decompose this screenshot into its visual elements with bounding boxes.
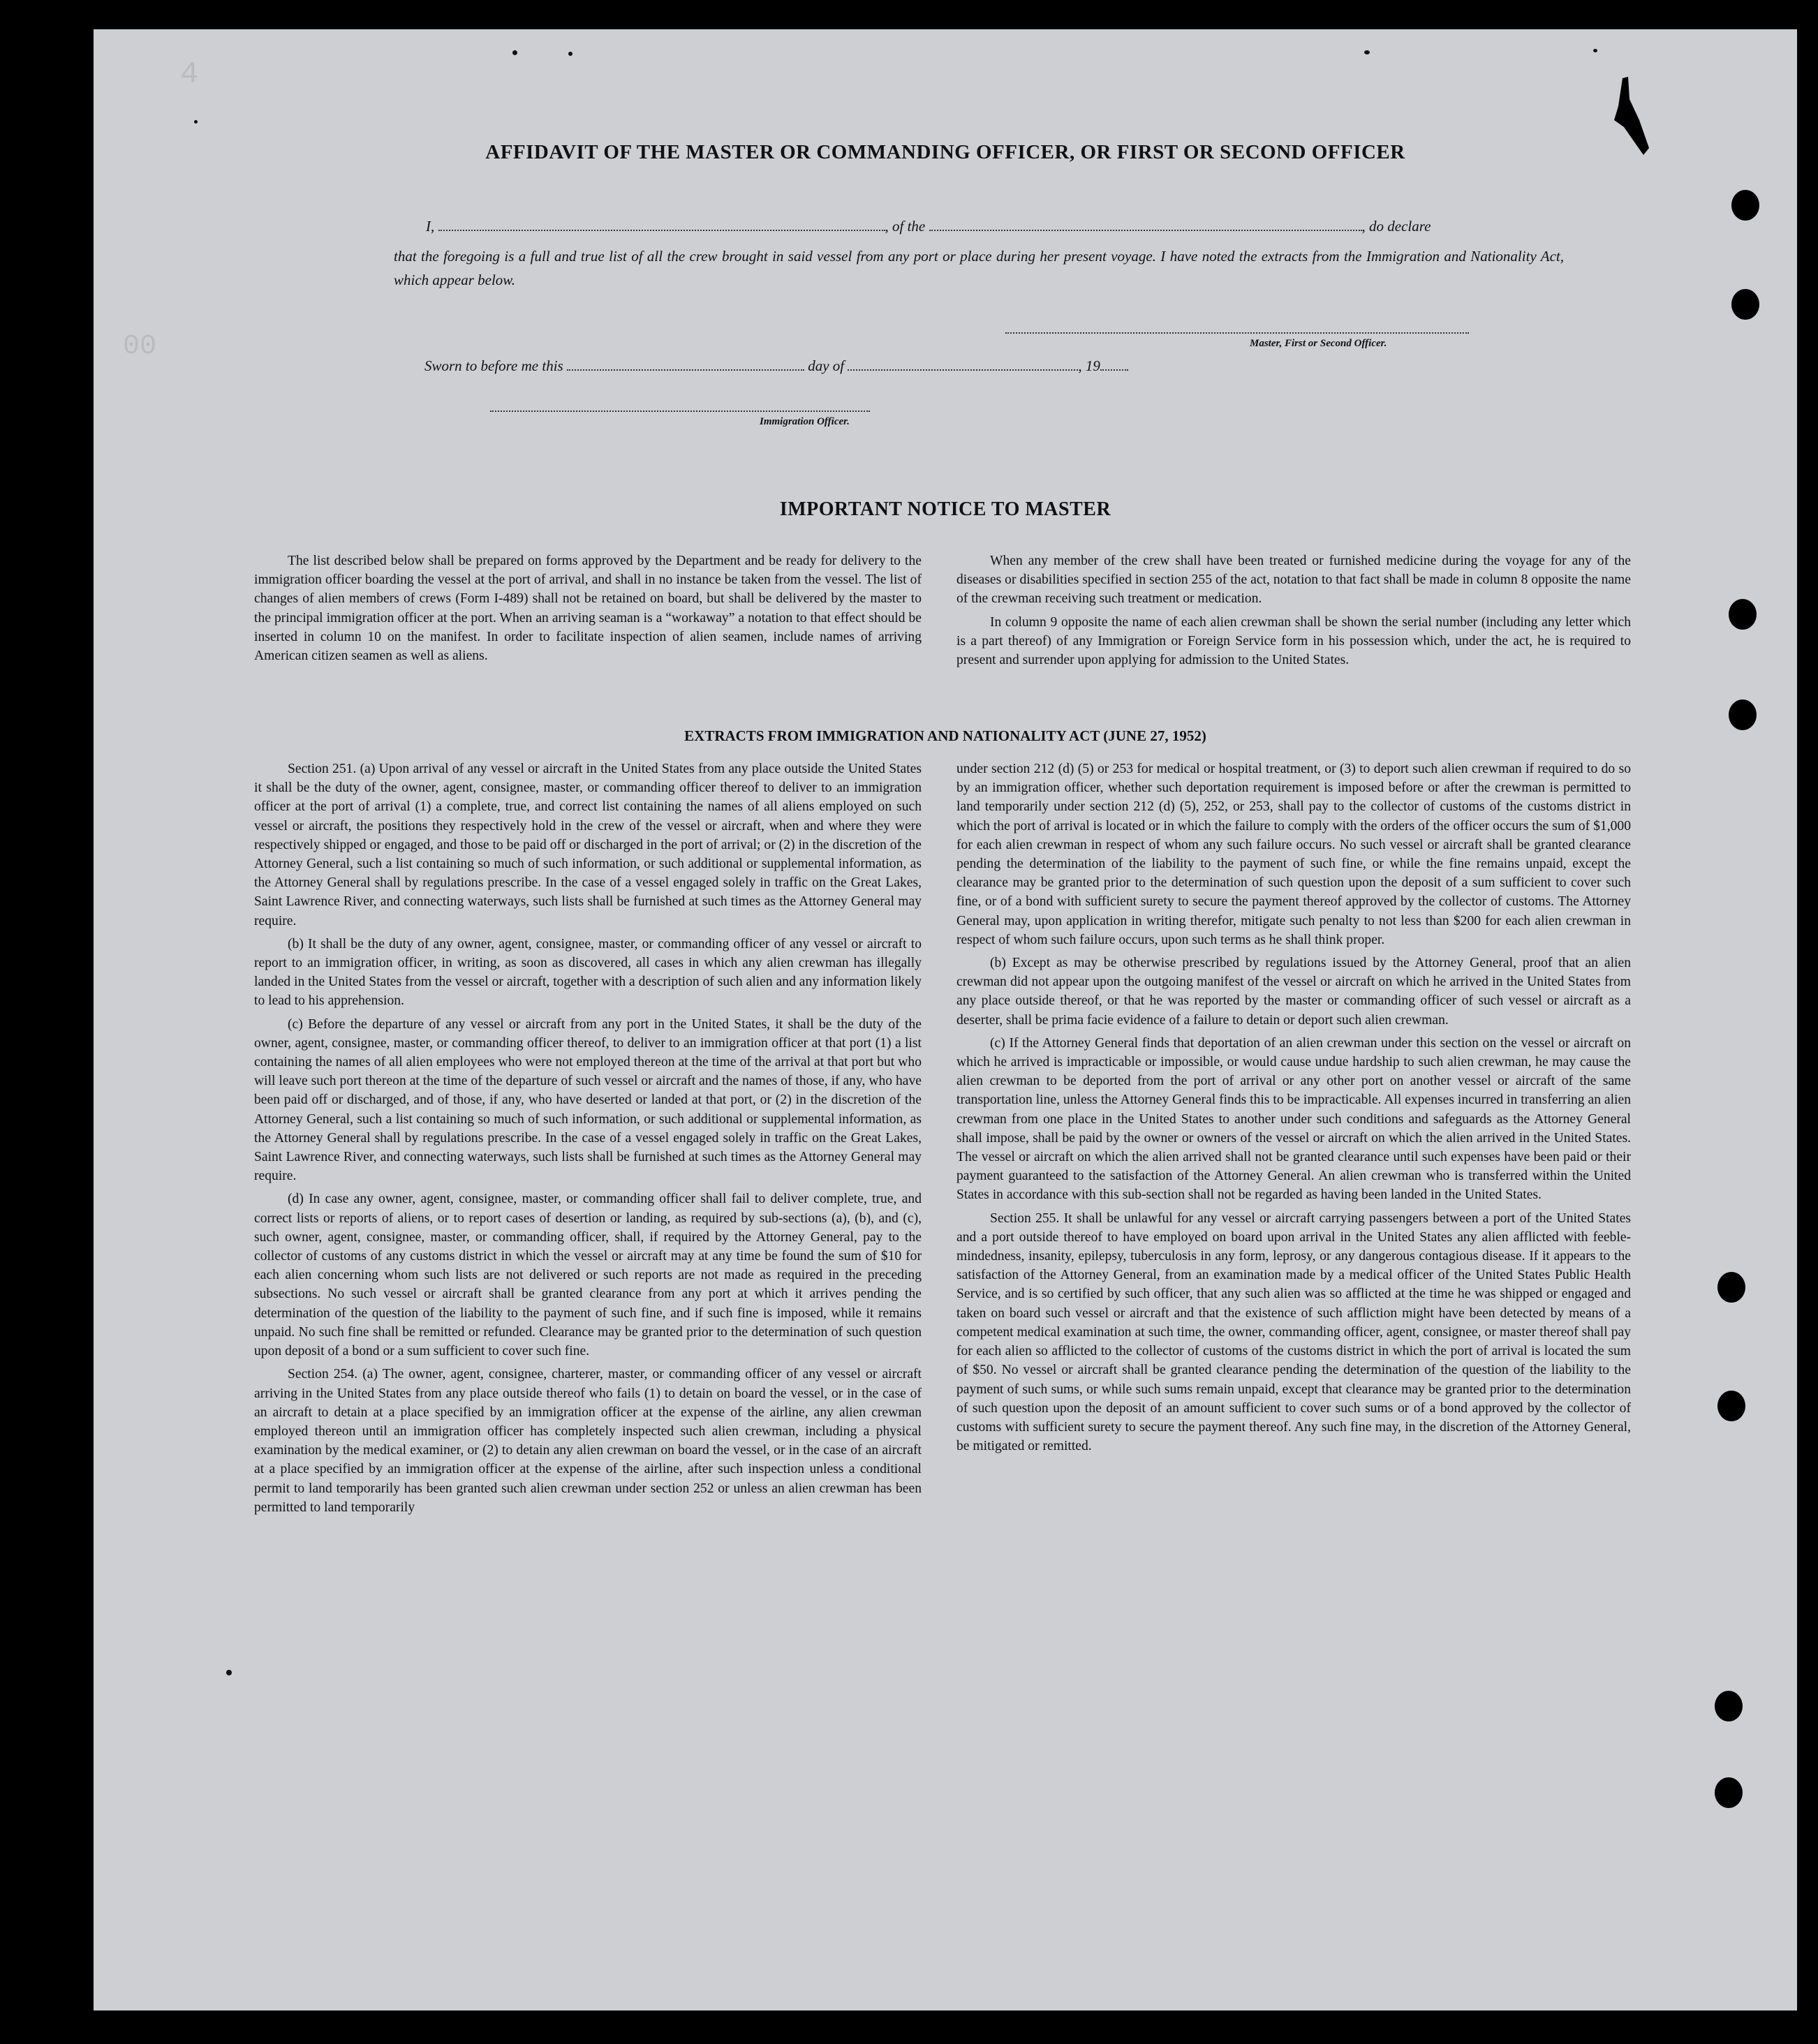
punch-hole — [1715, 1777, 1743, 1808]
section-254c: (c) If the Attorney General finds that deportation of an alien crewman under this section on the vessel or aircraft on which he arrived is impracticable or impossible, or would cause undue hardship to such alien crewman, he may cause the alien crewman to be deported from the port of arrival or any other port on another vessel or aircraft of the same transportation line, unless the Attorney General finds this to be impracticable. All expenses incurred in transferring an alien crewman from one place in the United States to another under such conditions and safeguards as the Attorney General shall impose, shall be paid by the owner or owners of the vessel or aircraft on which the alien arrived in the United States. The vessel or aircraft on which the alien arrived shall not be granted clearance until such expenses have been paid or their payment guaranteed to the satisfaction of the Attorney General. An alien crewman who is transferred within the United States in accordance with this sub-section shall not be regarded as having been landed in the United States. — [956, 1035, 1631, 1203]
section-251a: Section 251. (a) Upon arrival of any vessel or aircraft in the United States from any place outside the United States it shall be the duty of the owner, agent, consignee, master, or commanding officer thereof to deliver to an immigration officer at the port of arrival (1) a complete, true, and correct list containing the names of all aliens employed on such vessel or aircraft, the positions they respectively hold in the crew of the vessel or aircraft, when and where they were respectively shipped or engaged, and those to be paid off or discharged in the port of arrival; or (2) in the discretion of the Attorney General, such a list containing so much of such information, or such additional or supplemental information, as the Attorney General shall by regulations prescribe. In the case of a vessel engaged solely in traffic on the Great Lakes, Saint Lawrence River, and connecting waterways, such lists shall be furnished at such times as the Attorney General may require. — [254, 762, 922, 928]
punch-hole — [1729, 599, 1757, 630]
punch-hole — [1717, 1391, 1745, 1421]
declaration-statement: that the foregoing is a full and true list of all the crew brought in said vessel from any port or place during her present voyage. I have noted the extracts from the Immigration and Nationality Act, which appear below. — [394, 248, 1564, 288]
sworn-line: Sworn to before me this day of , 19 — [424, 357, 1128, 375]
punch-hole — [1729, 699, 1757, 730]
master-signature-label: Master, First or Second Officer. — [1250, 338, 1387, 349]
punch-hole — [1731, 289, 1759, 320]
declaration-line: I, , of the , do declare — [426, 218, 1431, 235]
punch-hole — [1717, 1272, 1745, 1303]
punch-hole — [1715, 1691, 1743, 1721]
affidavit-title: AFFIDAVIT OF THE MASTER OR COMMANDING OFFICER, OR FIRST OR SECOND OFFICER — [485, 141, 1405, 163]
punch-hole — [1731, 190, 1759, 221]
section-254a: Section 254. (a) The owner, agent, consignee, charterer, master, or commanding officer of any vessel or aircraft arriving in the United States from any place outside thereof who fails (1) to detain on board the vessel, or in the case of an aircraft to detain at a place specified by an immigration officer at the expense of the airline, any alien crewman employed thereon until an immigration officer has completely inspected such alien crewman, including a physical examination by the medical examiner, or (2) to detain any alien crewman on board the vessel, or in the case of an aircraft at a place specified by an immigration officer at the expense of the airline, after such inspection unless a conditional permit to land temporarily has been granted such alien crewman under section 252 or unless an alien crewman has been permitted to land temporarily — [254, 1367, 922, 1515]
notice-left-column: The list described below shall be prepared on forms approved by the Department and be ready for delivery to the immigration officer boarding the vessel at the port of arrival, and shall in no instance be taken from the vessel. The list of changes of alien members of crews (Form I-489) shall not be retained on board, but shall be delivered by the master to the principal immigration officer at the port. When an arriving seaman is a “workaway” a notation to that effect should be inserted in column 10 on the manifest. In order to facilitate inspection of alien seamen, include names of arriving American citizen seamen as well as aliens. — [254, 554, 922, 664]
section-251d: (d) In case any owner, agent, consignee, master, or commanding officer shall fail to deliver complete, true, and correct lists or reports of aliens, or to report cases of desertion or landing, as required by sub-sections (a), (b), and (c), such owner, agent, consignee, master, or commanding officer, shall, if required by the Attorney General, pay to the collector of customs of any customs district in which the vessel or aircraft may at any time be found the sum of $10 for each alien concerning whom such lists are not delivered or such reports are not made as required in the preceding subsections. No such vessel or aircraft shall be granted clearance from any port at which it arrives pending the determination of the question of the liability to the payment of such fine, and if such fine is imposed, while it remains unpaid. No such fine shall be remitted or refunded. Clearance may be granted prior to the determination of such question upon deposit of a bond or a sum sufficient to cover such fine. — [254, 1192, 922, 1359]
notice-title: IMPORTANT NOTICE TO MASTER — [779, 498, 1111, 520]
section-255: Section 255. It shall be unlawful for any vessel or aircraft carrying passengers between a port of the United States and a port outside thereof to have employed on board upon arrival in the United States any alien afflicted with feeble-mindedness, insanity, epilepsy, tuberculosis in any form, leprosy, or any dangerous contagious disease. If it appears to the satisfaction of the Attorney General, from an examination made by a medical officer of the United States Public Health Service, and is so certified by such officer, that any such alien was so afflicted at the time he was shipped or engaged and taken on board such vessel or aircraft and that the existence of such affliction might have been detected by means of a competent medical examination at such time, the owner, commanding officer, agent, consignee, or master thereof shall pay for each alien so afflicted to the collector of customs of the customs district in which the port of arrival is located the sum of $50. No vessel or aircraft shall be granted clearance pending the determination of the question of the liability to the payment of such sums, or while such sums remain unpaid, except that clearance may be granted prior to the determination of such question upon the deposit of an amount sufficient to cover such sums or of a bond approved by the collector of customs with sufficient surety to secure the payment thereof. Any such fine may, in the discretion of the Attorney General, be mitigated or remitted. — [956, 1210, 1631, 1454]
extracts-title: EXTRACTS FROM IMMIGRATION AND NATIONALITY ACT (JUNE 27, 1952) — [684, 727, 1206, 744]
section-254b: (b) Except as may be otherwise prescribed by regulations issued by the Attorney General, proof that an alien crewman did not appear upon the outgoing manifest of the vessel or aircraft on which he arrived in the United States from any place outside thereof, or that he was reported by the master or commanding officer of such vessel or aircraft as a deserter, shall be prima facie evidence of a failure to detain or deport such alien crewman. — [956, 956, 1631, 1028]
extracts-left-column — [254, 760, 922, 1521]
document-page — [94, 29, 1797, 2010]
officer-signature-line — [490, 410, 870, 412]
notice-right-column: When any member of the crew shall have been treated or furnished medicine during the voyage for any of the diseases or disabilities specified in section 255 of the act, notation to that fact shall be made in column 8 opposite the name of the crewman receiving such treatment or medication. In column 9 opposite the name of each alien crewman shall be shown the serial number (including any letter which is a part thereof) of any Immigration or Foreign Service form in his possession which, under the act, he is required to present and surrender upon applying for admission to the United States. — [956, 554, 1631, 668]
section-251b: (b) It shall be the duty of any owner, agent, consignee, master, or commanding officer of any vessel or aircraft to report to an immigration officer, in writing, as soon as discovered, all cases in which any alien crewman has illegally landed in the United States from the vessel or aircraft, together with a description of such alien and any information likely to lead to his apprehension. — [254, 936, 922, 1009]
section-254a-cont: under section 212 (d) (5) or 253 for medical or hospital treatment, or (3) to deport such alien crewman if required to do so by an immigration officer, whether such deportation requirement is imposed before or after the crewman is permitted to land temporarily under section 212 (d) (5), 252, or 253, shall pay to the collector of customs of the customs district in which the port of arrival is located or in which the failure to comply with the orders of the officer occurs the sum of $1,000 for each alien crewman in respect of whom any such failure occurs. No such vessel or aircraft shall be granted clearance pending the determination of the liability to the payment of such fine, or while the fine remains unpaid, except the clearance may be granted prior to the determination of such question upon the deposit of a sum sufficient to cover such fine, or of a bond with sufficient surety to secure the payment thereof approved by the collector of customs. The Attorney General may, upon application in writing therefor, mitigate such penalty to not less than $200 for each alien crewman in respect of whom such failure occurs, upon such terms as he shall think proper. — [956, 762, 1631, 947]
margin-mark: 00 — [123, 331, 157, 362]
master-signature-line — [1005, 332, 1469, 334]
margin-mark: 4 — [180, 57, 199, 92]
officer-signature-label: Immigration Officer. — [760, 416, 850, 427]
extracts-right-column — [956, 760, 1631, 1460]
section-251c: (c) Before the departure of any vessel or aircraft from any port in the United States, it shall be the duty of the owner, agent, consignee, master, or commanding officer thereof, to deliver to an immigration officer at that port (1) a list containing the names of all alien employees who were not employed thereon at the time of the arrival at that port but who will leave such port thereon at the time of the departure of such vessel or aircraft and the names of those, if any, who have been paid off or discharged, and of those, if any, who have deserted or landed at that port, or (2) in the discretion of the Attorney General, such a list containing so much of such information, or such additional or supplemental information, as the Attorney General shall by regulations prescribe. In the case of a vessel engaged solely in traffic on the Great Lakes, Saint Lawrence River, and connecting waterways, such lists shall be furnished at such times as the Attorney General may require. — [254, 1016, 922, 1184]
